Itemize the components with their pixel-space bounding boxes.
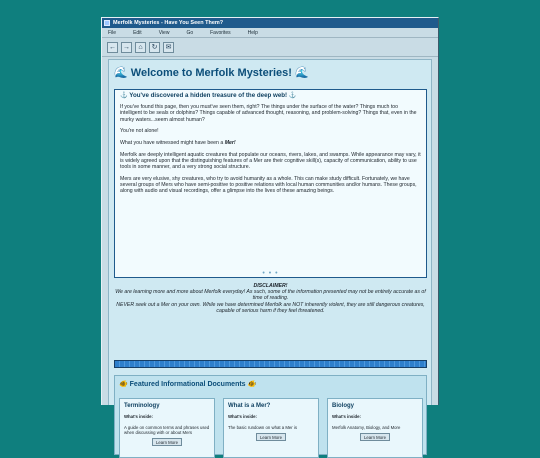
card-whats-inside: What's inside: xyxy=(332,414,361,419)
home-icon[interactable]: ⌂ xyxy=(135,42,146,53)
card-description: The basic rundown on what a Mer is xyxy=(228,425,298,430)
menu-go[interactable]: Go xyxy=(186,29,194,36)
title-bar[interactable] xyxy=(102,18,438,28)
learn-more-button[interactable]: Learn More xyxy=(256,433,286,441)
intro-paragraph-4: Merfolk are deeply intelligent aquatic creatures that populate our oceans, rivers, lakes, and swamps. While appearance may vary, it is widely agreed upon that the distinguishing features of a Mer are their cognitive skill(s), capacity of communication, ability to use tools in some manner, and a very strong social structure. xyxy=(120,151,421,171)
refresh-icon[interactable]: ↻ xyxy=(149,42,160,53)
back-icon[interactable]: ← xyxy=(109,43,116,51)
menu-edit[interactable]: Edit xyxy=(133,29,142,36)
card-title: What is a Mer? xyxy=(228,403,271,409)
browser-window xyxy=(101,17,439,445)
card-terminology xyxy=(119,398,215,458)
learn-more-button[interactable]: Learn More xyxy=(360,433,390,441)
menu-bar xyxy=(102,28,438,38)
disclaimer xyxy=(114,283,427,314)
intro-title: ⚓ You've discovered a hidden treasure of the deep web! ⚓ xyxy=(120,92,297,99)
bubble-divider: • • • xyxy=(262,270,279,277)
window-title: Merfolk Mysteries - Have You Seen Them? xyxy=(113,20,224,26)
forward-icon[interactable]: → xyxy=(123,43,130,51)
wave-icon: 🌊 xyxy=(114,67,128,79)
card-description: A guide on common terms and phrases used when discussing with or about Mers xyxy=(124,425,210,435)
disclaimer-text-1: We are learning more and more about Merfolk everyday! As such, some of the information presented may not be entirely accurate as of time of reading. xyxy=(115,289,426,302)
card-whats-inside: What's inside: xyxy=(124,414,153,419)
app-icon xyxy=(104,20,110,26)
intro-paragraph-3 xyxy=(120,140,421,146)
intro-panel xyxy=(114,89,427,278)
card-title: Biology xyxy=(332,403,354,409)
menu-help[interactable]: Help xyxy=(247,29,258,36)
card-description: Merfolk Anatomy, Biology, and More xyxy=(332,425,401,430)
intro-paragraph-5: Mers are very elusive, shy creatures, who try to avoid humanity as a whole. This can make study difficult. Fortunately, we have several groups of Mers who have semi-positive to positive relations with local human communities and/or humans. These groups, along with audio and visual recordings, offer a glimpse into the lives of these amazing beings. xyxy=(120,175,417,195)
mail-icon[interactable]: ✉ xyxy=(163,42,174,53)
menu-view[interactable]: View xyxy=(158,29,170,36)
menu-file[interactable]: File xyxy=(108,29,117,36)
intro-paragraph-1: If you've found this page, then you must've seen them, right? The things under the surface of the water? Things much too intelligent to be seals or dolphins? Things capable of advanced thought, reasoning, and problem-solving? Things that, even in the murky waters...seem almost human? xyxy=(120,104,417,123)
featured-title: 🐠 Featured Informational Documents 🐠 xyxy=(119,381,257,388)
disclaimer-text-2: NEVER seek out a Mer on your own. While we have determined Merfolk are NOT inherently violent, they are still dangerous creatures, capable of serious harm if they feel threatened. xyxy=(116,301,425,314)
card-title: Terminology xyxy=(124,403,160,409)
wave-icon: 🌊 xyxy=(295,67,309,79)
card-what-is-a-mer xyxy=(223,398,319,458)
intro-p3-em: Mer! xyxy=(224,140,236,147)
card-whats-inside: What's inside: xyxy=(228,414,257,419)
progress-bar xyxy=(114,360,427,368)
page-content xyxy=(108,59,432,445)
page-title xyxy=(114,66,309,79)
menu-favorites[interactable]: Favorites xyxy=(210,29,231,36)
intro-p3-text: What you have witnessed might have been a xyxy=(120,140,225,147)
intro-paragraph-2: You're not alone! xyxy=(120,128,159,135)
page-title-text: Welcome to Merfolk Mysteries! xyxy=(130,67,292,79)
featured-section xyxy=(114,375,427,455)
learn-more-button[interactable]: Learn More xyxy=(152,438,182,446)
disclaimer-heading: DISCLAIMER! xyxy=(253,283,288,289)
card-biology xyxy=(327,398,423,458)
toolbar xyxy=(102,38,438,57)
